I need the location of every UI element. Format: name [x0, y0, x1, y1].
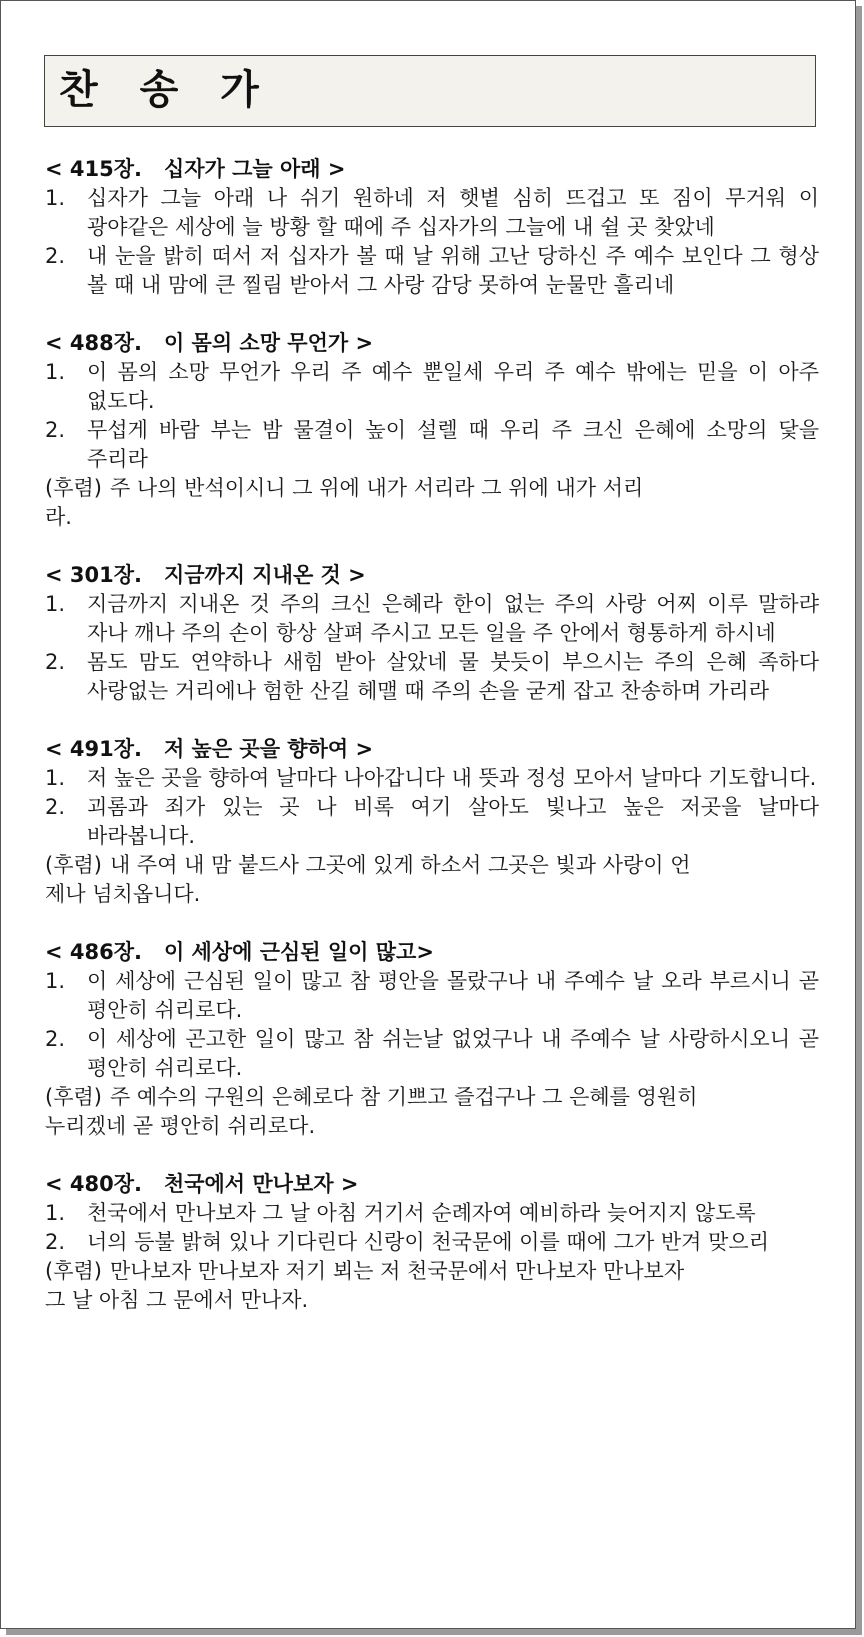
verse: [45, 1228, 819, 1257]
page-title: 찬 송 가: [59, 67, 273, 113]
verse: [45, 1025, 819, 1083]
chorus-continuation: 제나 넘치옵니다.: [45, 882, 201, 906]
verse-text: 이 세상에 근심된 일이 많고 참 평안을 몰랐구나 내 주예수 날 오라 부르시니 곧 평안히 쉬리로다.: [87, 969, 819, 1022]
hymn-list: [45, 155, 819, 1344]
chorus-continuation: 라.: [45, 505, 72, 529]
verse: [45, 416, 819, 474]
hymn-heading: < 301장. 지금까지 지내온 것 >: [45, 563, 366, 587]
verse-text: 괴롬과 죄가 있는 곳 나 비록 여기 살아도 빛나고 높은 저곳을 날마다 바라봅니다.: [87, 795, 819, 848]
verse-number: 2.: [45, 795, 66, 819]
verse-number: 2.: [45, 1027, 66, 1051]
chorus: [45, 851, 819, 880]
hymn-section: [45, 155, 819, 300]
hymn-heading: < 488장. 이 몸의 소망 무언가 >: [45, 331, 374, 355]
chorus-label: (후렴): [45, 853, 102, 877]
chorus-text: 만나보자 만나보자 저기 뵈는 저 천국문에서 만나보자 만나보자: [109, 1259, 685, 1283]
verse-text: 지금까지 지내온 것 주의 크신 은혜라 한이 없는 주의 사랑 어찌 이루 말하랴 자나 깨나 주의 손이 항상 살펴 주시고 모든 일을 주 안에서 형통하게 하시네: [87, 592, 819, 645]
title-box: [44, 55, 816, 127]
chorus-continuation: 그 날 아침 그 문에서 만나자.: [45, 1288, 309, 1312]
chorus-continuation: 누리겠네 곧 평안히 쉬리로다.: [45, 1114, 316, 1138]
verse-number: 1.: [45, 1201, 66, 1225]
verse-number: 2.: [45, 1230, 66, 1254]
verse-number: 2.: [45, 244, 66, 268]
verse-text: 이 세상에 곤고한 일이 많고 참 쉬는날 없었구나 내 주예수 날 사랑하시오니 곧 평안히 쉬리로다.: [87, 1027, 819, 1080]
verse: [45, 1199, 819, 1228]
verse-text: 저 높은 곳을 향하여 날마다 나아갑니다 내 뜻과 정성 모아서 날마다 기도합니다.: [87, 766, 817, 790]
verse: [45, 590, 819, 648]
verse-text: 무섭게 바람 부는 밤 물결이 높이 설렐 때 우리 주 크신 은혜에 소망의 닻을 주리라: [87, 418, 819, 471]
verse: [45, 967, 819, 1025]
chorus: [45, 474, 819, 503]
hymn-heading: < 480장. 천국에서 만나보자 >: [45, 1172, 359, 1196]
hymn-section: [45, 735, 819, 909]
hymn-section: [45, 561, 819, 706]
hymn-section: [45, 329, 819, 532]
verse: [45, 764, 819, 793]
chorus-text: 주 예수의 구원의 은혜로다 참 기쁘고 즐겁구나 그 은혜를 영원히: [109, 1085, 698, 1109]
verse: [45, 358, 819, 416]
chorus-label: (후렴): [45, 1085, 102, 1109]
verse-number: 1.: [45, 969, 66, 993]
verse: [45, 793, 819, 851]
verse: [45, 648, 819, 706]
verse-text: 십자가 그늘 아래 나 쉬기 원하네 저 햇볕 심히 뜨겁고 또 짐이 무거워 이 광야같은 세상에 늘 방황 할 때에 주 십자가의 그늘에 내 쉴 곳 찾았네: [87, 186, 819, 239]
verse: [45, 242, 819, 300]
verse-number: 2.: [45, 418, 66, 442]
hymn-section: [45, 1170, 819, 1315]
verse-number: 1.: [45, 360, 66, 384]
chorus: [45, 1083, 819, 1112]
chorus-label: (후렴): [45, 476, 102, 500]
verse-number: 2.: [45, 650, 66, 674]
chorus-text: 주 나의 반석이시니 그 위에 내가 서리라 그 위에 내가 서리: [109, 476, 644, 500]
verse-text: 너의 등불 밝혀 있나 기다린다 신랑이 천국문에 이를 때에 그가 반겨 맞으리: [87, 1230, 770, 1254]
verse-number: 1.: [45, 766, 66, 790]
verse-text: 천국에서 만나보자 그 날 아침 거기서 순례자여 예비하라 늦어지지 않도록: [87, 1201, 756, 1225]
verse-number: 1.: [45, 186, 66, 210]
hymn-heading: < 415장. 십자가 그늘 아래 >: [45, 157, 346, 181]
chorus-text: 내 주여 내 맘 붙드사 그곳에 있게 하소서 그곳은 빛과 사랑이 언: [109, 853, 691, 877]
hymn-heading: < 486장. 이 세상에 근심된 일이 많고>: [45, 940, 434, 964]
verse-text: 몸도 맘도 연약하나 새힘 받아 살았네 물 붓듯이 부으시는 주의 은혜 족하다 사랑없는 거리에나 험한 산길 헤맬 때 주의 손을 굳게 잡고 찬송하며 가리라: [87, 650, 819, 703]
verse-text: 내 눈을 밝히 떠서 저 십자가 볼 때 날 위해 고난 당하신 주 예수 보인다 그 형상 볼 때 내 맘에 큰 찔림 받아서 그 사랑 감당 못하여 눈물만 흘리네: [87, 244, 819, 297]
chorus-label: (후렴): [45, 1259, 102, 1283]
verse-number: 1.: [45, 592, 66, 616]
verse-text: 이 몸의 소망 무언가 우리 주 예수 뿐일세 우리 주 예수 밖에는 믿을 이 아주 없도다.: [87, 360, 819, 413]
chorus: [45, 1257, 819, 1286]
hymn-section: [45, 938, 819, 1141]
hymn-heading: < 491장. 저 높은 곳을 향하여 >: [45, 737, 374, 761]
verse: [45, 184, 819, 242]
